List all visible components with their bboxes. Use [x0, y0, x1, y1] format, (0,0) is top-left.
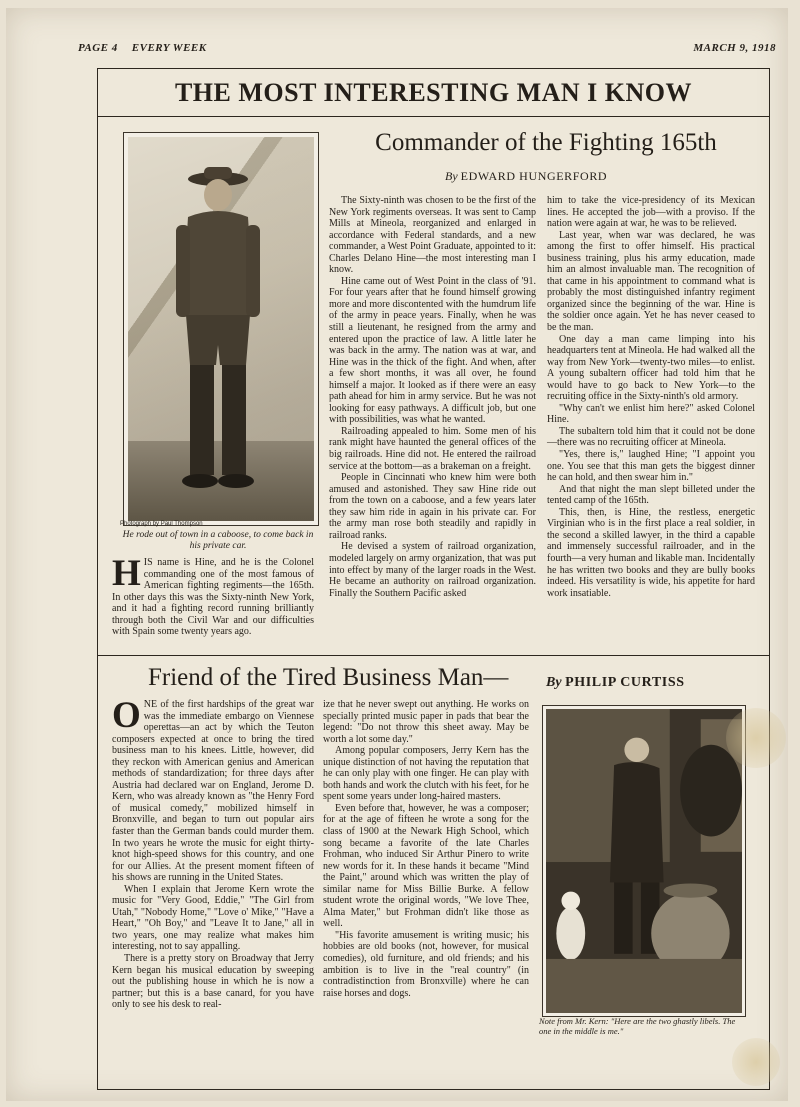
paragraph: He devised a system of railroad organization, modeled largely on army organization, that was put into effect by many of the larger roads in the West. He became an authority on railroad organization. Finally the Southern Pacific asked — [329, 541, 536, 599]
kern-photograph — [542, 705, 746, 1017]
garden-scene-icon — [546, 709, 742, 1013]
paragraph: Hine came out of West Point in the class of '91. For four years after that he found himself growing more and more discontented with the humdrum life of the army in peace years. Finally, when he was still a lieutenant, he resigned from the army and entered upon the practice of law. A little later he was back in the army. The nation was at war, and Hine was in the thick of the fight. And when, after a few short months, it was all over, he found himself a major. It looked as if there were an easy path ahead for him in army service. But he was not looking for easy pathways. A difficult job, but one with possibilities, was what he wanted. — [329, 275, 536, 426]
article-divider — [98, 655, 769, 656]
feature-frame — [97, 68, 770, 1090]
article-byline — [445, 169, 607, 184]
paper-stain — [726, 708, 786, 768]
paragraph: People in Cincinnati who knew him were both amused and astonished. They saw Hine ride out from the town on a caboose, and a few years later they saw him ride in again in his private car. For the army man rose both steadily and rapidly in railroad ranks. — [329, 472, 536, 541]
drop-cap: H — [112, 553, 141, 594]
magazine-page — [6, 8, 788, 1101]
soldier-figure-icon — [174, 165, 262, 495]
publication-name: EVERY WEEK — [131, 42, 207, 54]
paragraph: There is a pretty story on Broadway that Jerry Kern began his musical education by sweeping out the publishing house in which he is now a partner; but this is a base canard, for you have only to see his desk to real- — [112, 953, 314, 1011]
paragraph: Railroading appealed to him. Some men of his rank might have haunted the general offices of the big railroads. Hine did not. He entered the railroad service at the bottom—as a brakeman on a freight. — [329, 425, 536, 472]
paragraph: "His favorite amusement is writing music; his hobbies are old books (not, however, for musical comedies), old furniture, and old friends; and his ambition is to live in the "real country" (in contradistinction from Bronxville) where he can raise horses and dogs. — [323, 929, 529, 999]
byline-prefix: By — [546, 675, 562, 690]
article2-column-2 — [323, 699, 529, 999]
drop-cap: O — [112, 695, 141, 736]
article2-byline — [546, 675, 685, 691]
issue-date: MARCH 9, 1918 — [693, 42, 776, 54]
section-banner: THE MOST INTERESTING MAN I KNOW — [98, 69, 769, 117]
paragraph: Even before that, however, he was a composer; for at the age of fifteen he wrote a song for the class of 1900 at the Newark High School, which song became a favorite of the late Charles Frohman, who induced Sir Arthur Pinero to write new words for it. In these hands it became "Mind the Paint," around which was written the play of similar name for Miss Billie Burke. A fellow student wrote the original words, "We love Thee, Alma Mater," but Frohman didn't like those as well. — [323, 802, 529, 930]
paragraph: One day a man came limping into his headquarters tent at Mineola. He had walked all the way from New York—twenty-two miles—to enlist. A young subaltern officer had told him that he would have to go back to New York—to the recruiting office in the Sixty-ninth's old armory. — [547, 333, 755, 403]
paragraph: Among popular composers, Jerry Kern has the unique distinction of not having the reputation that he can only play with one finger. He can play with both hands and work the clutch with his feet, for he spent some years under long-haired masters. — [323, 745, 529, 803]
article2-column-1 — [112, 695, 314, 1011]
paragraph: IS name is Hine, and he is the Colonel commanding one of the most famous of American fighting regiments—the 165th. In other days this was the Sixty-ninth New York, and it had a fighting record running brilliantly through both the Civil War and our difficulties with Spain some twenty years ago. — [112, 557, 314, 638]
article-headline: Commander of the Fighting 165th — [375, 129, 717, 156]
paragraph: NE of the first hardships of the great war was the immediate embargo on Viennese operettas—an act by which the Teuton composers expected at once to bring the tired business man to his knees. Little, however, did they reckon with American genius and American methods of standardization; for three days after Austria had declared war on England, Jerome D. Kern, who was already known as "the Henry Ford of musical comedy," mobilized himself in Bronxville, and began to turn out popular airs faster than the German bands could murder them. In two years he wrote the music for eight thirty-knot high-speed shows for this country, and one for our Allies. At the present moment fifteen of his shows are running in the United States. — [112, 699, 314, 884]
article1-column-3 — [547, 195, 755, 599]
paper-stain — [732, 1038, 780, 1086]
photo-credit: Photograph by Paul Thompson — [120, 521, 203, 527]
article1-column-1 — [112, 553, 314, 638]
paragraph: ize that he never swept out anything. He works on specially printed music paper in pads that bear the legend: "Do not throw this sheet away. May be worth a lot some day." — [323, 699, 529, 745]
paragraph: "Why can't we enlist him here?" asked Colonel Hine. — [547, 402, 755, 426]
running-head — [78, 42, 776, 54]
paragraph: The Sixty-ninth was chosen to be the first of the New York regiments overseas. It was sent to Camp Mills at Mineola, reorganized and enlarged in accordance with Federal standards, and a new commander, a West Point Graduate, appointed to it: Charles Delano Hine—the most interesting man I know. — [329, 195, 536, 276]
paragraph: The subaltern told him that it could not be done—there was no recruiting officer at Mineola. — [547, 425, 755, 449]
hine-photograph — [123, 132, 319, 526]
article1-column-2 — [329, 195, 536, 599]
author-name: EDWARD HUNGERFORD — [460, 169, 608, 183]
paragraph: When I explain that Jerome Kern wrote the music for "Very Good, Eddie," "The Girl from Utah," "Nobody Home," "Love o' Mike," "Have a Heart," "Oh Boy," and "Leave It to Jane," all in two years, one may realize what makes him interesting, not to say appalling. — [112, 883, 314, 953]
paragraph: Last year, when war was declared, he was among the first to offer himself. His practical business training, plus his army education, made him an almost invaluable man. The recognition of that came in his appointment to command what is probably the most distinguished infantry regiment organized since the beginning of the war. Hine is the soldier once again. Yet he has never ceased to be the man. — [547, 229, 755, 334]
byline-prefix: By — [445, 169, 458, 183]
photo-caption: Note from Mr. Kern: "Here are the two ghastly libels. The one in the middle is me." — [539, 1016, 736, 1036]
article2-headline: Friend of the Tired Business Man— — [148, 664, 509, 691]
paragraph: him to take the vice-presidency of its Mexican lines. He accepted the job—with a proviso. If the nation were again at war, he was to be relieved. — [547, 195, 755, 230]
paragraph: This, then, is Hine, the restless, energetic Virginian who is in the first place a real soldier, in the second a skilled lawyer, in the third a capable and immensely successful railroader, and in the fourth—a very human and likable man. Incidentally he has written two books and they are bully books indeed. His versatility is wide, his appetite for hard work insatiable. — [547, 506, 755, 599]
author-name: PHILIP CURTISS — [565, 675, 685, 690]
photo-caption: He rode out of town in a caboose, to come back in his private car. — [122, 530, 314, 551]
paragraph: "Yes, there is," laughed Hine; "I appoint you one. You see that this man gets the biggest dinner he can hold, and then swear him in." — [547, 449, 755, 484]
paragraph: And that night the man slept billeted under the tented camp of the 165th. — [547, 483, 755, 507]
page-number: PAGE 4 — [78, 42, 118, 54]
